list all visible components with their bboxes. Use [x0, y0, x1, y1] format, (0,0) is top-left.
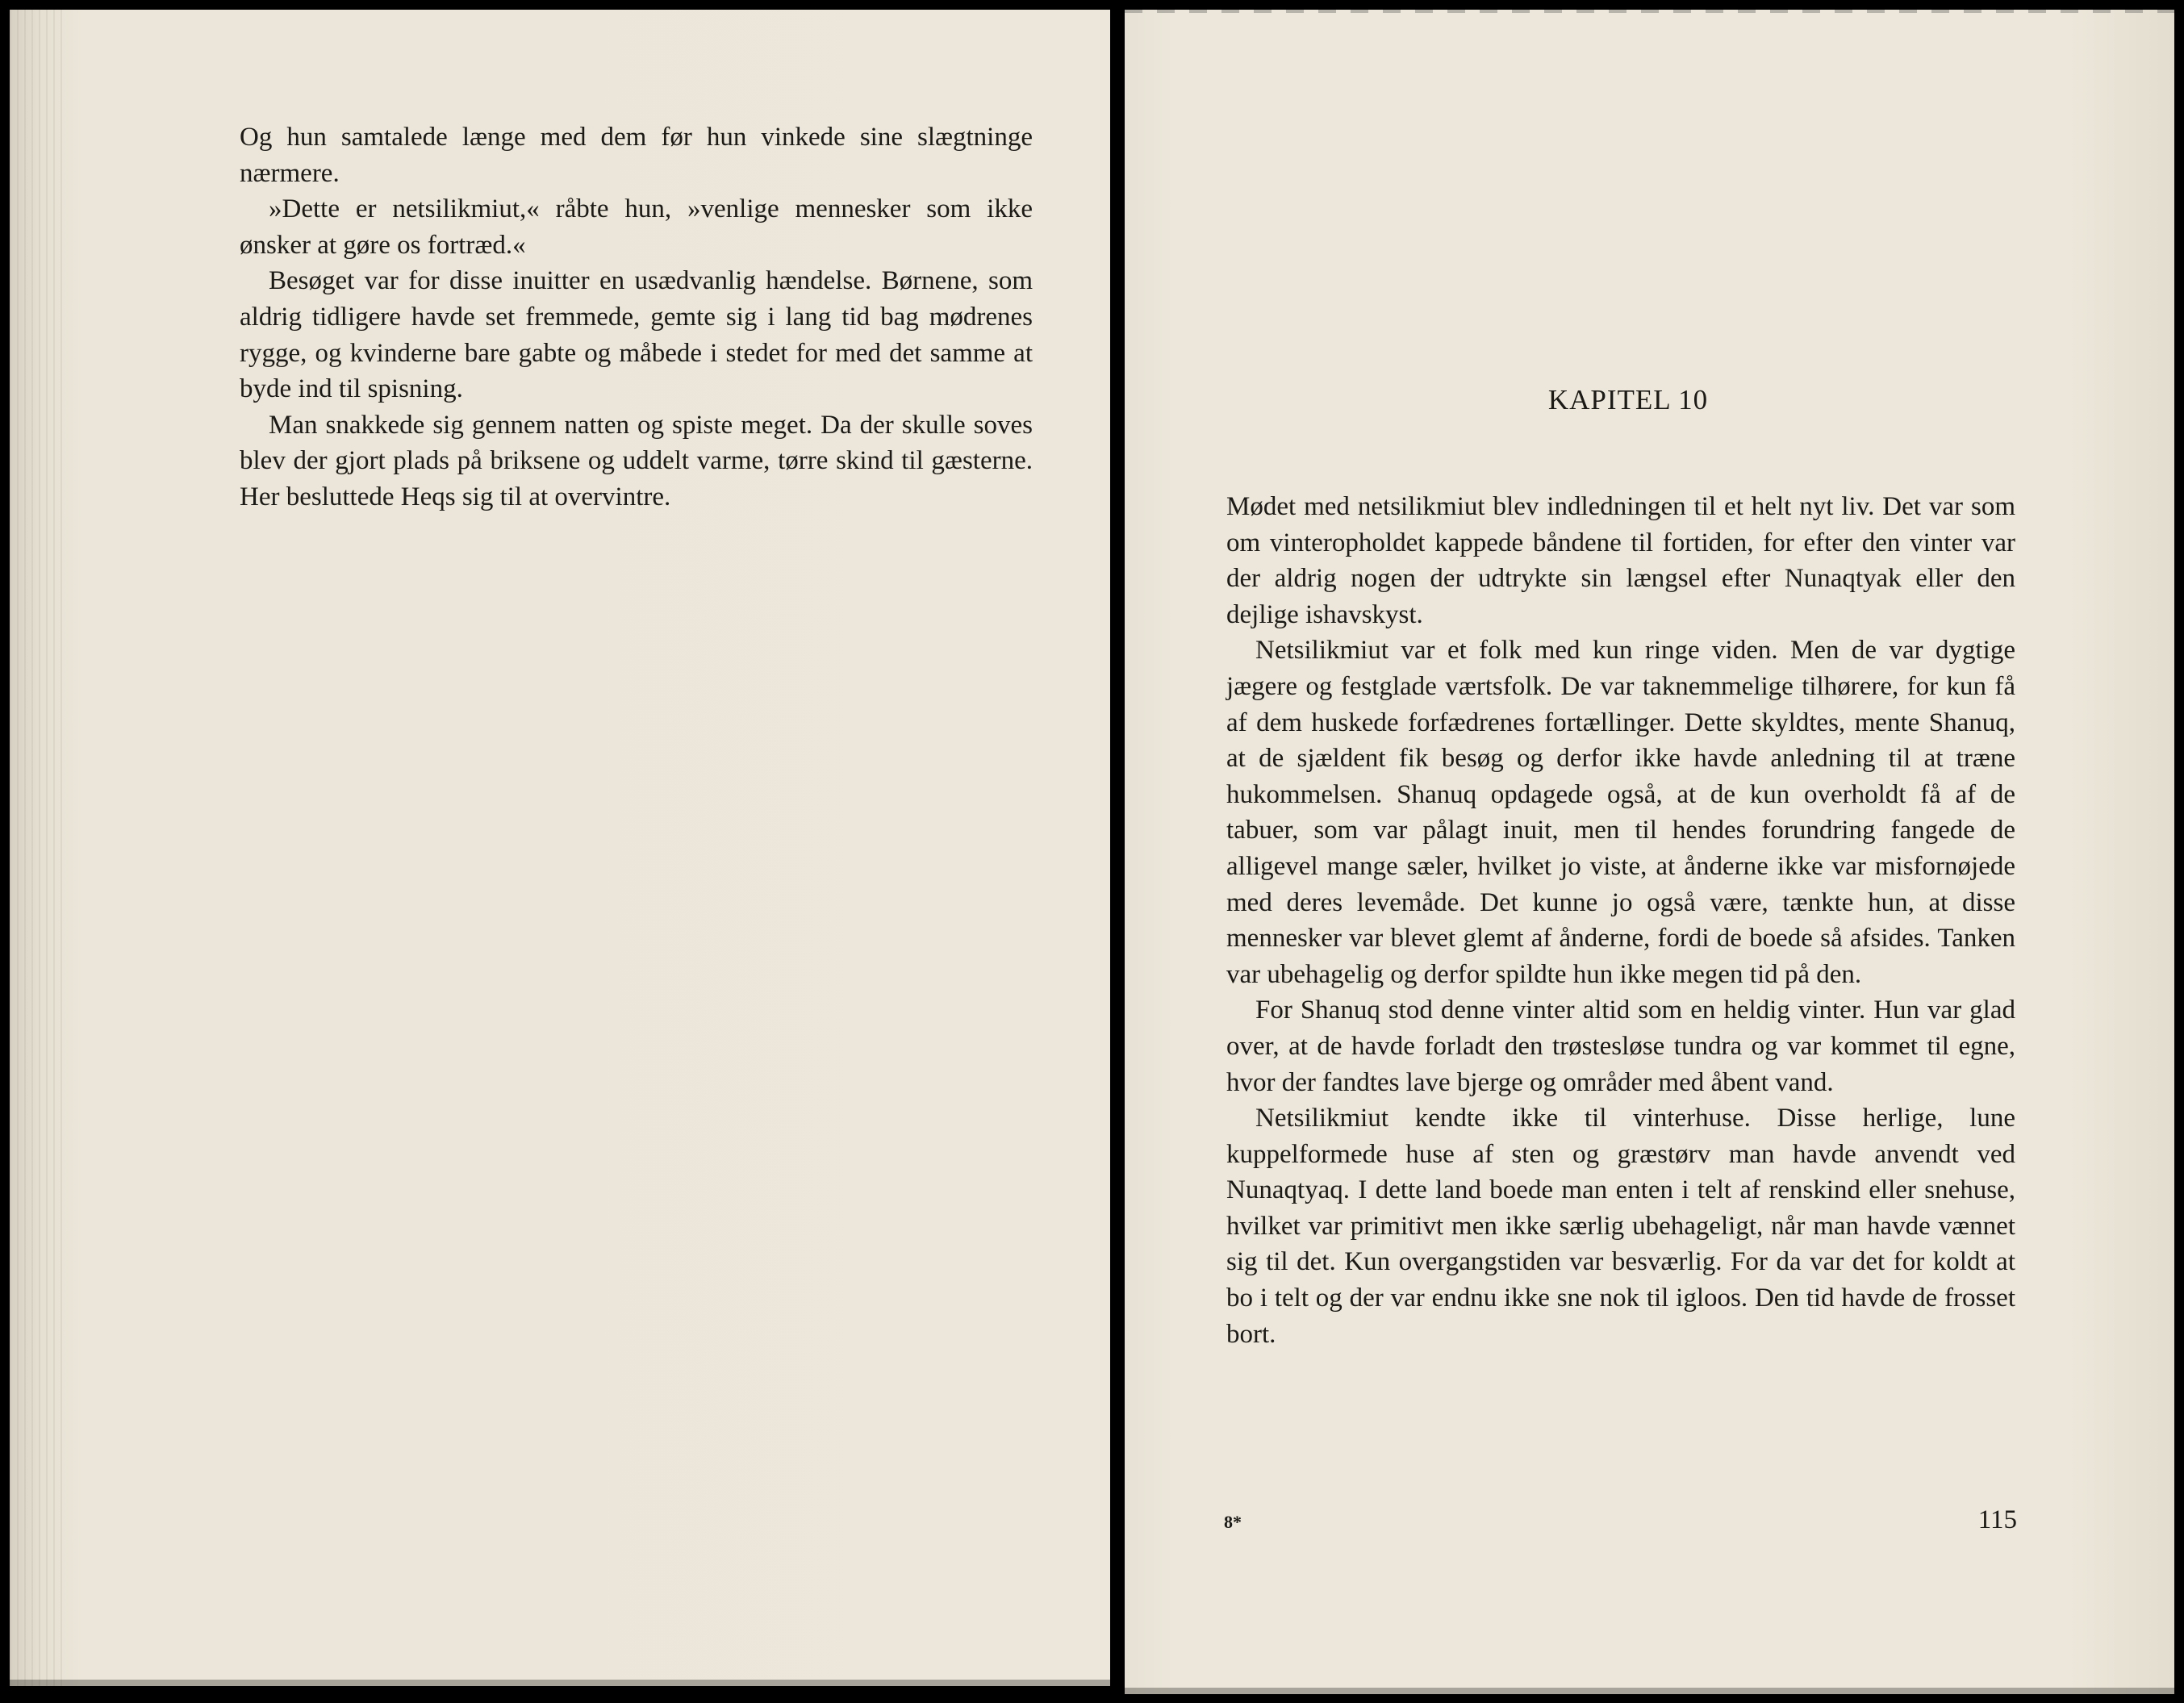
paragraph: Besøget var for disse inuitter en usædvanlig hændelse. Børnene, som aldrig tidligere havde set fremmede, gemte sig i lang tid bag mødrenes rygge, og kvinderne bare gabte og måbede i stedet for med det samme at byde ind til spisning.	[240, 266, 1033, 404]
left-page-text	[240, 119, 1033, 515]
paragraph: Man snakkede sig gennem natten og spiste meget. Da der skulle soves blev der gjort plads på briksene og uddelt varme, tørre skind til gæsterne. Her besluttede Heqs sig til at overvintre.	[240, 410, 1033, 511]
paragraph: Og hun samtalede længe med dem før hun vinkede sine slægtninge nærmere.	[240, 123, 1033, 188]
page-edge-texture	[10, 10, 66, 1686]
paragraph: For Shanuq stod denne vinter altid som en heldig vinter. Hun var glad over, at de havde forladt den trøstesløse tundra og var kommet til egne, hvor der fandtes lave bjerge og områder med åbent vand.	[1226, 996, 2015, 1097]
paragraph: Mødet med netsilikmiut blev indledningen til et helt nyt liv. Det var som om vinteropholdet kappede båndene til fortiden, for efter den vinter var der aldrig nogen der udtrykte sin længsel efter Nunaqtyak eller den dejlige ishavskyst.	[1226, 492, 2015, 629]
page-bottom-shadow	[1125, 1688, 2174, 1694]
paragraph: Netsilikmiut var et folk med kun ringe viden. Men de var dygtige jægere og festglade værtsfolk. De var taknemmelige tilhørere, for kun få af dem huskede forfædrenes fortællinger. Dette skyldtes, mente Shanuq, at de sjældent fik besøg og derfor ikke havde anledning til at træne hukommelsen. Shanuq opdagede også, at de kun overholdt få af de tabuer, som var pålagt inuit, men til hendes forundring fangede de alligevel mange sæler, hvilket jo viste, at ånderne ikke var misfornøjede med deres levemåde. Det kunne jo også være, tænkte hun, at disse mennesker var blevet glemt af ånderne, fordi de boede så afsides. Tanken var ubehagelig og derfor spildte hun ikke megen tid på den.	[1226, 636, 2015, 989]
right-page-text	[1226, 489, 2015, 1352]
page-number: 115	[1977, 1505, 2017, 1534]
page-bottom-shadow	[10, 1680, 1110, 1686]
paragraph: »Dette er netsilikmiut,« råbte hun, »venlige mennesker som ikke ønsker at gøre os fortræd.«	[240, 194, 1033, 260]
printer-signature-mark: 8*	[1224, 1512, 1242, 1532]
page-top-edge	[1125, 10, 2174, 13]
paragraph: Netsilikmiut kendte ikke til vinterhuse. Disse herlige, lune kuppelformede huse af sten og græstørv man havde anvendt ved Nunaqtyaq. I dette land boede man enten i telt af renskind eller snehuse, hvilket var primitivt men ikke særlig ubehageligt, når man havde vænnet sig til det. Kun overgangstiden var besværlig. For da var det for koldt at bo i telt og der var endnu ikke sne nok til igloos. Den tid havde de frosset bort.	[1226, 1104, 2015, 1349]
chapter-title: KAPITEL 10	[1547, 384, 1709, 415]
